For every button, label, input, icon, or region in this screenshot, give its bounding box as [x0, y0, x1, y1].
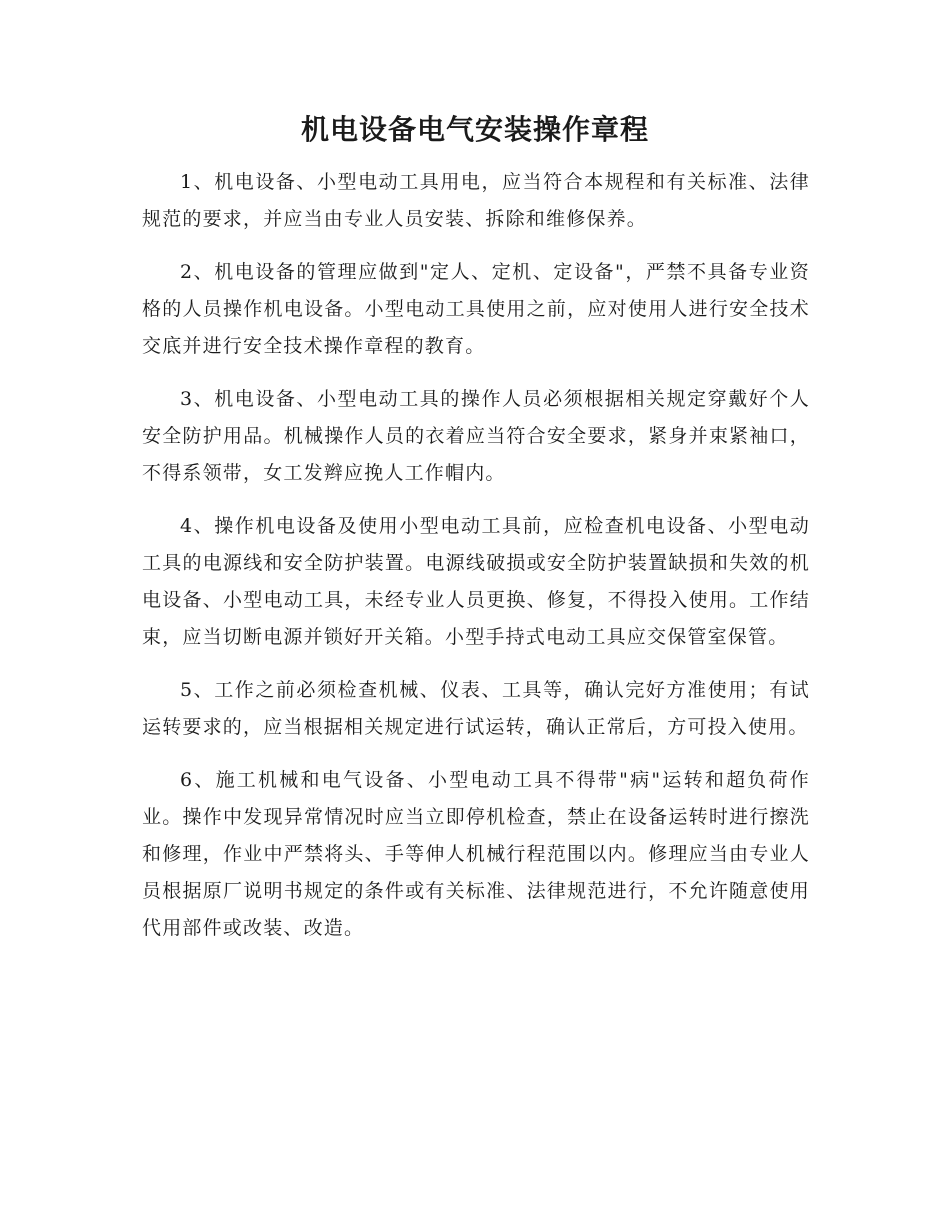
- paragraph-2: 2、机电设备的管理应做到"定人、定机、定设备"，严禁不具备专业资格的人员操作机电设备。小型电动工具使用之前，应对使用人进行安全技术交底并进行安全技术操作章程的教育。: [142, 261, 810, 357]
- document-body: [142, 164, 810, 963]
- paragraph-4: 4、操作机电设备及使用小型电动工具前，应检查机电设备、小型电动工具的电源线和安全防护装置。电源线破损或安全防护装置缺损和失效的机电设备、小型电动工具，未经专业人员更换、修复，不得投入使用。工作结束，应当切断电源并锁好开关箱。小型手持式电动工具应交保管室保管。: [142, 515, 810, 648]
- document-title: 机电设备电气安装操作章程: [300, 113, 649, 146]
- paragraph-5: 5、工作之前必须检查机械、仪表、工具等，确认完好方准使用；有试运转要求的，应当根据相关规定进行试运转，确认正常后，方可投入使用。: [142, 679, 810, 738]
- paragraph-1: 1、机电设备、小型电动工具用电，应当符合本规程和有关标准、法律规范的要求，并应当由专业人员安装、拆除和维修保养。: [142, 171, 810, 230]
- paragraph-3: 3、机电设备、小型电动工具的操作人员必须根据相关规定穿戴好个人安全防护用品。机械操作人员的衣着应当符合安全要求，紧身并束紧袖口，不得系领带，女工发辫应挽人工作帽内。: [142, 388, 810, 484]
- paragraph-6: 6、施工机械和电气设备、小型电动工具不得带"病"运转和超负荷作业。操作中发现异常情况时应当立即停机检查，禁止在设备运转时进行擦洗和修理，作业中严禁将头、手等伸人机械行程范围以内。修理应当由专业人员根据原厂说明书规定的条件或有关标准、法律规范进行，不允许随意使用代用部件或改装、改造。: [142, 769, 810, 939]
